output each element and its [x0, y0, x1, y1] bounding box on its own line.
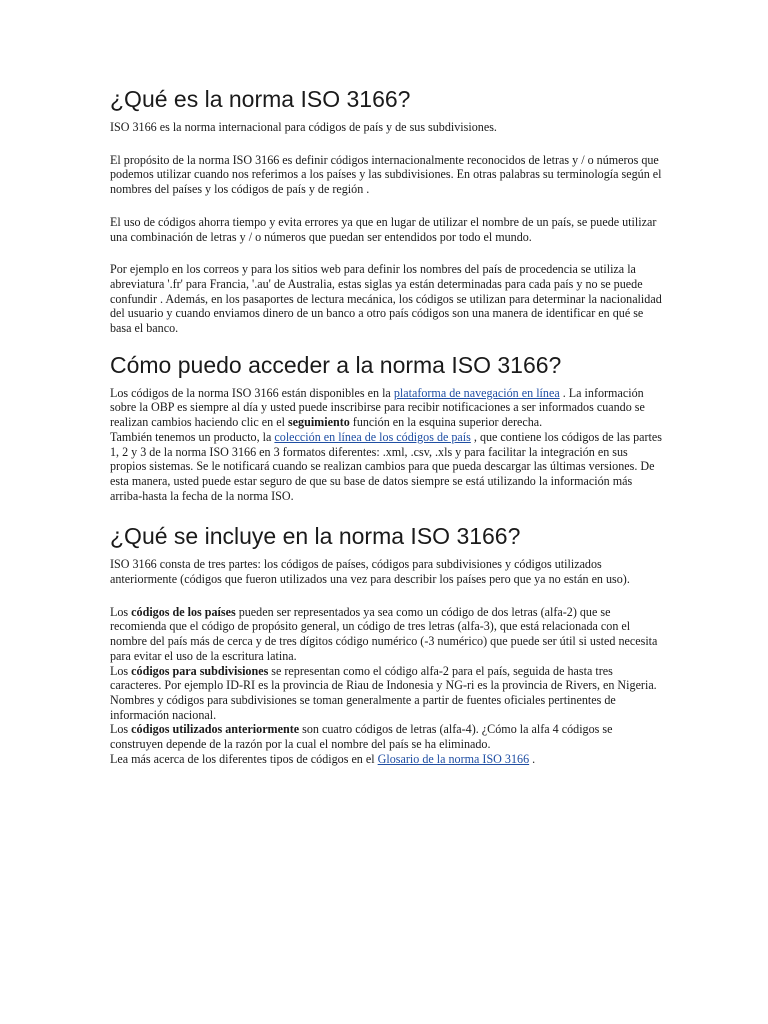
paragraph-subdivision-codes [110, 664, 662, 723]
paragraph: ISO 3166 es la norma internacional para códigos de país y de sus subdivisiones. [110, 120, 497, 134]
text: Lea más acerca de los diferentes tipos de códigos en el [110, 751, 378, 766]
document-content [110, 84, 662, 767]
text: , que contiene los códigos de las partes 1, 2 y 3 de la norma ISO 3166 en 3 formatos diferentes: .xml, .csv, .xls y para facilitar la integración en sus propios sistemas. Se le notificará cuando se realizan cambios para que pueda descargar las últimas versiones. De esta manera, usted puede estar seguro de que su base de datos siempre se está utilizando la información más arriba-hasta la fecha de la norma ISO. [110, 429, 662, 503]
heading-whats-included: ¿Qué se incluye en la norma ISO 3166? [110, 523, 521, 550]
heading-what-is-iso3166: ¿Qué es la norma ISO 3166? [110, 86, 411, 112]
bold-text: seguimiento [287, 415, 350, 430]
bold-text: códigos para subdivisiones [131, 663, 269, 678]
text: . [529, 751, 536, 766]
country-codes-collection-link[interactable]: colección en línea de los códigos de país [274, 429, 471, 444]
bold-text: códigos utilizados anteriormente [131, 722, 300, 737]
text: se representan como el código alfa-2 para el país, seguida de hasta tres caracteres. Por ejemplo ID-RI es la provincia de Riau de Indonesia y NG-ri es la provincia de Rivers, en Nigeria. Nombres y códigos para subdivisiones se toman generalmente a partir de fuentes oficiales pertinentes de información nacional. [110, 663, 657, 722]
paragraph: El uso de códigos ahorra tiempo y evita errores ya que en lugar de utilizar el nombre de un país, se puede utilizar una combinación de letras y / o números que puedan ser entendidos por todo el mundo. [110, 214, 657, 244]
paragraph-product [110, 430, 662, 504]
text: También tenemos un producto, la [110, 429, 275, 444]
text: Los [110, 722, 132, 737]
text: Los [110, 604, 132, 619]
paragraph-former-codes [110, 722, 662, 751]
glossary-link[interactable]: Glosario de la norma ISO 3166 [377, 751, 530, 766]
text: Los códigos de la norma ISO 3166 están disponibles en la [110, 385, 394, 400]
paragraph-glossary [110, 752, 662, 767]
paragraph: ISO 3166 consta de tres partes: los códigos de países, códigos para subdivisiones y códigos utilizados anteriormente (códigos que fueron utilizados una vez para describir los países pero que ya no están en uso). [110, 557, 630, 587]
paragraph: El propósito de la norma ISO 3166 es definir códigos internacionalmente reconocidos de letras y / o números que podemos utilizar cuando nos referimos a los países y las subdivisiones. En otras palabras su terminología según el nombres del países y los códigos de país y de región . [110, 152, 662, 197]
online-browsing-platform-link[interactable]: plataforma de navegación en línea [393, 385, 560, 400]
text: son cuatro códigos de letras (alfa-4). ¿Cómo la alfa 4 códigos se construyen depende de la razón por la cual el nombre del país se ha eliminado. [110, 722, 613, 752]
text: función en la esquina superior derecha. [349, 415, 543, 430]
text: . La información sobre la OBP es siempre al día y usted puede inscribirse para recibir notificaciones a ser informados cuando se realizan cambios haciendo clic en el [110, 385, 645, 430]
bold-text: códigos de los países [131, 604, 236, 619]
text: pueden ser representados ya sea como un código de dos letras (alfa-2) que se recomienda que el código de propósito general, un código de tres letras (alfa-3), que está relacionada con el nombre del país más de cerca y de tres dígitos código numérico (-3 numérico) que puede ser útil si usted necesita para evitar el uso de la escritura latina. [110, 604, 658, 663]
text: Los [110, 663, 132, 678]
paragraph-country-codes [110, 605, 662, 664]
heading-how-to-access: Cómo puedo acceder a la norma ISO 3166? [110, 351, 562, 378]
paragraph: Por ejemplo en los correos y para los sitios web para definir los nombres del país de procedencia se utiliza la abreviatura '.fr' para Francia, '.au' de Australia, estas siglas ya están determinadas para cada país y no se puede confundir . Además, en los pasaportes de lectura mecánica, los códigos se utilizan para determinar la nacionalidad del usuario y cuando enviamos dinero de un banco a otro país códigos son una manera de identificar en qué se basa el banco. [110, 262, 662, 336]
paragraph-access [110, 386, 662, 430]
